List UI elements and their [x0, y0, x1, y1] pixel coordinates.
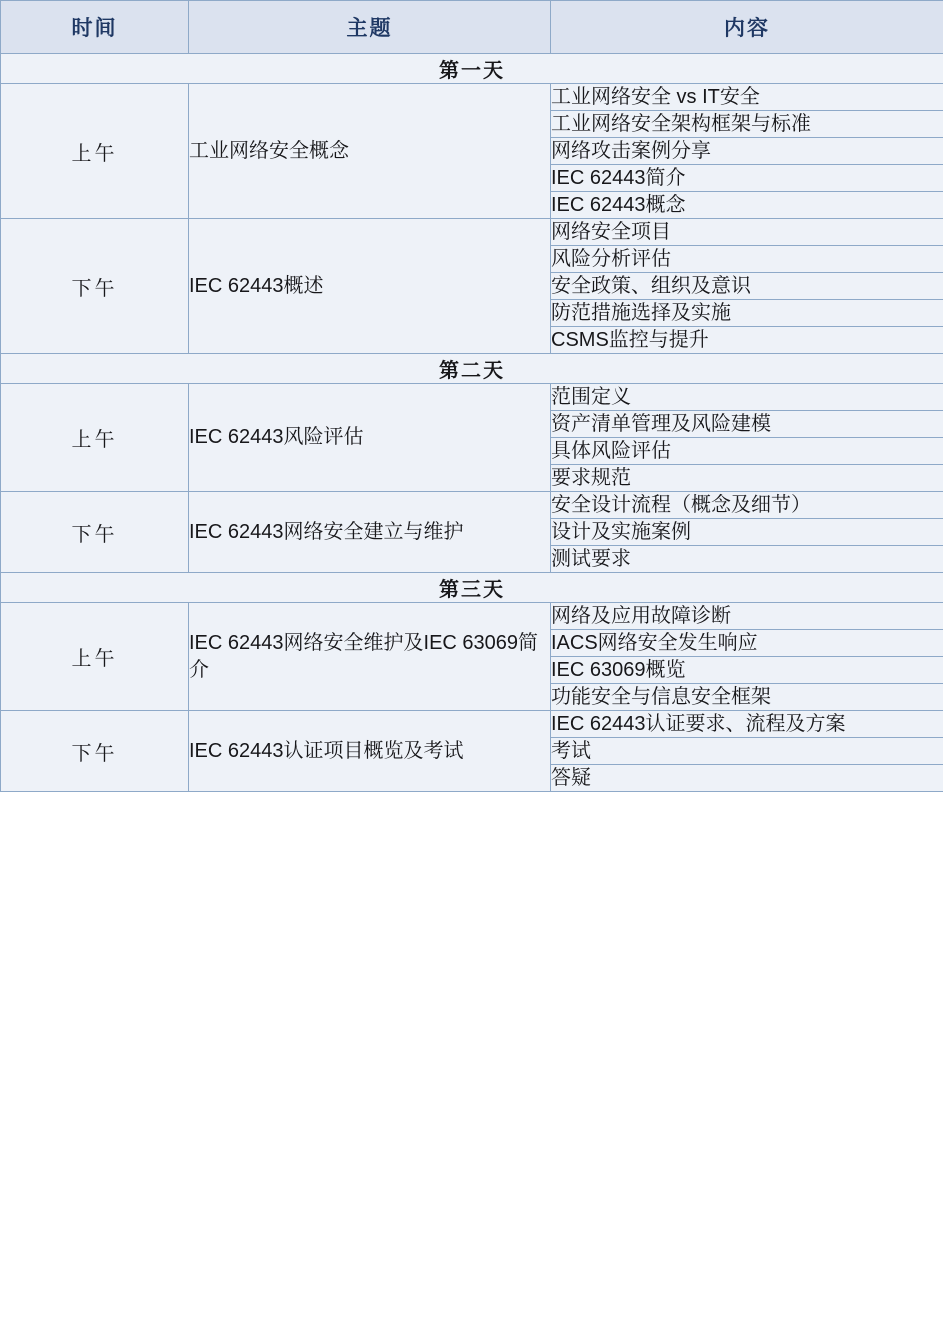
session-time: 上午: [1, 384, 189, 492]
column-header-topic: 主题: [189, 1, 551, 54]
session-content-item: 安全政策、组织及意识: [551, 273, 943, 300]
table-row: [1, 711, 943, 738]
session-content-item: IACS网络安全发生响应: [551, 630, 943, 657]
table-row: [1, 84, 943, 111]
session-content-item: 防范措施选择及实施: [551, 300, 943, 327]
session-content-item: 工业网络安全 vs IT安全: [551, 84, 943, 111]
session-topic: IEC 62443风险评估: [189, 384, 551, 492]
session-content-item: 考试: [551, 738, 943, 765]
session-content-item: 要求规范: [551, 465, 943, 492]
session-topic: IEC 62443概述: [189, 219, 551, 354]
session-time: 下午: [1, 219, 189, 354]
session-content-item: IEC 62443简介: [551, 165, 943, 192]
column-header-content: 内容: [551, 1, 943, 54]
session-topic: 工业网络安全概念: [189, 84, 551, 219]
session-time: 上午: [1, 603, 189, 711]
session-content-item: 风险分析评估: [551, 246, 943, 273]
session-content-item: 安全设计流程（概念及细节）: [551, 492, 943, 519]
session-content-item: 测试要求: [551, 546, 943, 573]
session-content-item: 网络安全项目: [551, 219, 943, 246]
session-content-item: 答疑: [551, 765, 943, 792]
table-row: [1, 492, 943, 519]
day-label: 第二天: [1, 354, 943, 384]
day-label: 第一天: [1, 54, 943, 84]
session-topic: IEC 62443网络安全建立与维护: [189, 492, 551, 573]
session-content-item: IEC 63069概览: [551, 657, 943, 684]
session-time: 下午: [1, 492, 189, 573]
session-content-item: CSMS监控与提升: [551, 327, 943, 354]
table-header-row: [1, 1, 943, 54]
session-content-item: IEC 62443概念: [551, 192, 943, 219]
table-body: [1, 54, 943, 792]
session-content-item: 范围定义: [551, 384, 943, 411]
session-time: 上午: [1, 84, 189, 219]
session-content-item: 具体风险评估: [551, 438, 943, 465]
session-content-item: 网络攻击案例分享: [551, 138, 943, 165]
session-content-item: 网络及应用故障诊断: [551, 603, 943, 630]
session-content-item: 设计及实施案例: [551, 519, 943, 546]
day-separator-row: [1, 354, 943, 384]
session-topic: IEC 62443认证项目概览及考试: [189, 711, 551, 792]
session-content-item: 工业网络安全架构框架与标准: [551, 111, 943, 138]
session-time: 下午: [1, 711, 189, 792]
session-content-item: IEC 62443认证要求、流程及方案: [551, 711, 943, 738]
table-row: [1, 603, 943, 630]
table-row: [1, 384, 943, 411]
table-header: [1, 1, 943, 54]
table-row: [1, 219, 943, 246]
day-separator-row: [1, 573, 943, 603]
day-label: 第三天: [1, 573, 943, 603]
session-content-item: 资产清单管理及风险建模: [551, 411, 943, 438]
session-topic: IEC 62443网络安全维护及IEC 63069简介: [189, 603, 551, 711]
day-separator-row: [1, 54, 943, 84]
session-content-item: 功能安全与信息安全框架: [551, 684, 943, 711]
column-header-time: 时间: [1, 1, 189, 54]
